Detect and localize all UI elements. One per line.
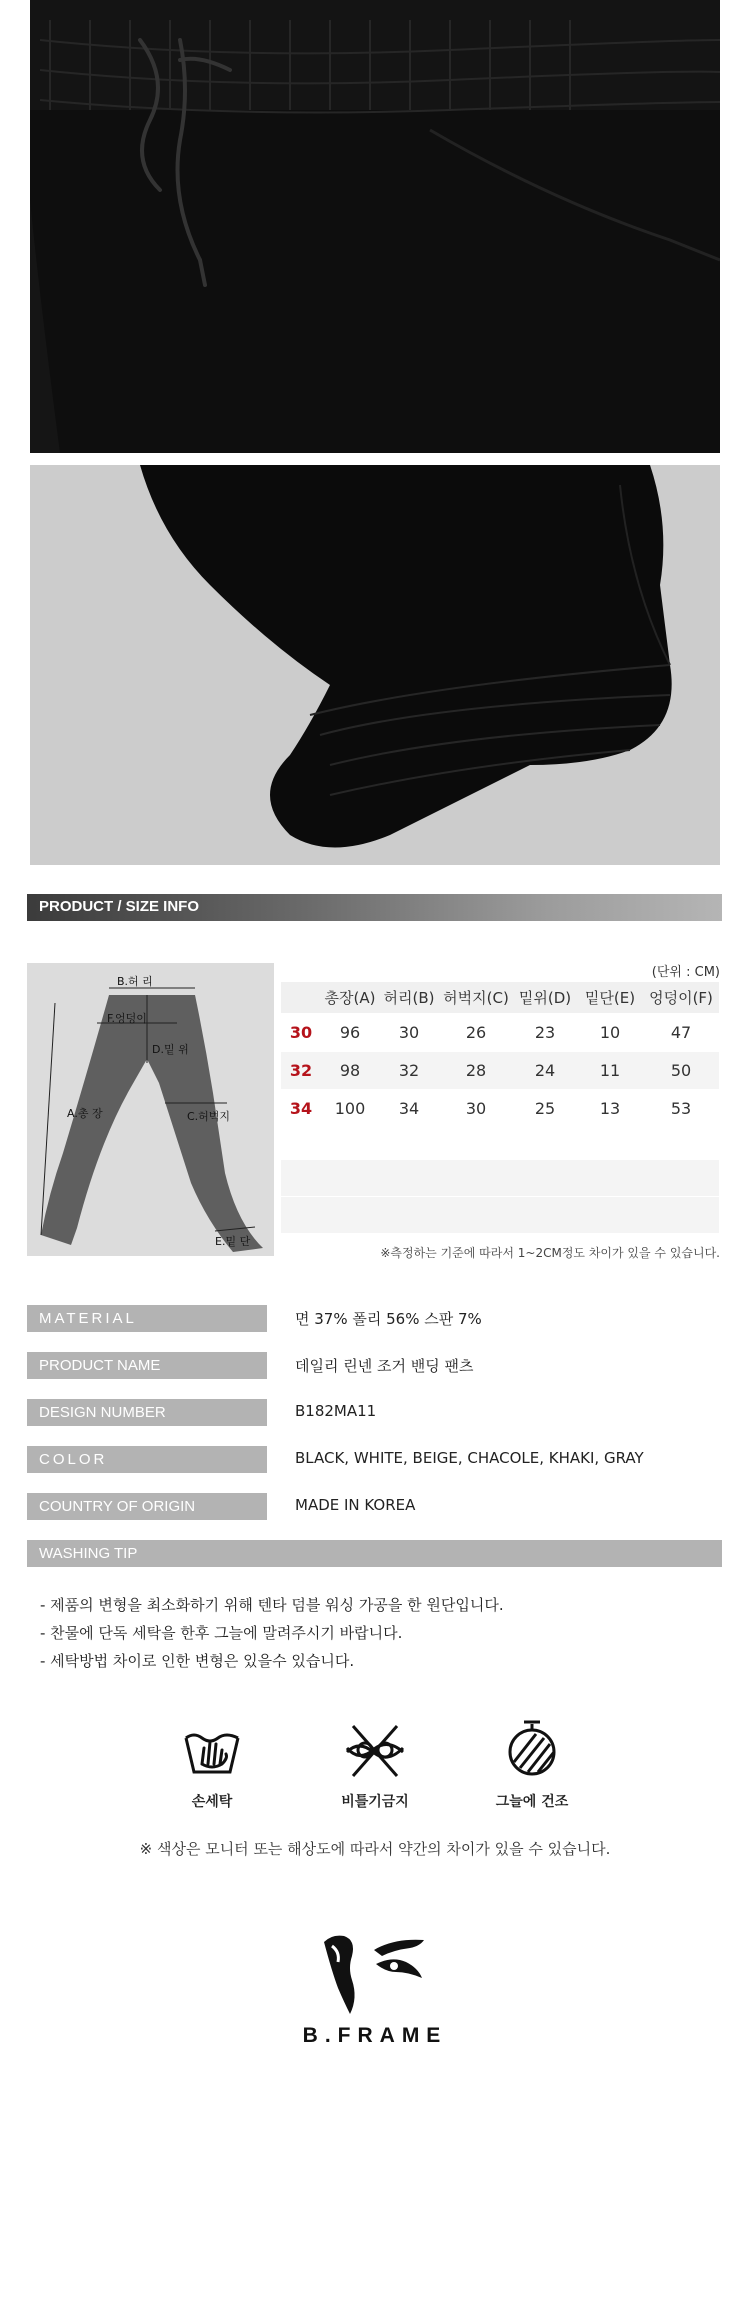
design-number-label	[27, 1399, 267, 1426]
measurement-note: ※측정하는 기준에 따라서 1~2CM정도 차이가 있을 수 있습니다.	[380, 1246, 720, 1260]
origin-label-text: COUNTRY OF ORIGIN	[39, 1498, 196, 1515]
header-cell: 허벅지(C)	[443, 989, 509, 1007]
header-cell	[281, 982, 321, 1013]
size-info-heading	[27, 894, 722, 921]
header-cell: 허리(B)	[383, 989, 435, 1007]
table-cell: 28	[465, 1061, 487, 1080]
table-row	[281, 1014, 719, 1051]
design-number-value: B182MA11	[295, 1402, 377, 1420]
material-value: 면 37% 폴리 56% 스판 7%	[295, 1310, 482, 1328]
product-photo-hem	[30, 465, 720, 865]
material-label-text: MATERIAL	[39, 1310, 137, 1327]
table-row	[281, 1090, 719, 1127]
table-cell: 30	[398, 1023, 420, 1042]
hand-wash-icon	[180, 1718, 244, 1782]
empty-table-row	[281, 1160, 719, 1196]
diagram-label-hem: E.밑 단	[215, 1235, 251, 1248]
shade-dry-label: 그늘에 건조	[495, 1794, 569, 1810]
table-cell: 50	[670, 1061, 692, 1080]
header-cell: 총장(A)	[324, 989, 376, 1007]
color-disclaimer: ※ 색상은 모니터 또는 해상도에 따라서 약간의 차이가 있을 수 있습니다.	[139, 1840, 611, 1858]
size-info-heading-text: PRODUCT / SIZE INFO	[39, 898, 200, 915]
table-cell: 25	[534, 1099, 556, 1118]
washing-line: - 세탁방법 차이로 인한 변형은 있을수 있습니다.	[40, 1652, 355, 1670]
table-cell: 100	[334, 1099, 366, 1118]
diagram-label-waist: B.허 리	[117, 975, 153, 988]
brand-logo-icon	[322, 1928, 430, 2018]
diagram-label-thigh: C.허벅지	[187, 1110, 231, 1123]
size-diagram	[27, 963, 274, 1256]
brand-name: B.FRAME	[302, 2024, 448, 2047]
unit-label: (단위 : CM)	[651, 965, 720, 980]
diagram-label-hip: F.엉덩이	[107, 1012, 147, 1025]
table-cell: 23	[534, 1023, 556, 1042]
table-cell: 11	[599, 1061, 621, 1080]
color-label	[27, 1446, 267, 1473]
table-cell: 53	[670, 1099, 692, 1118]
empty-table-row	[281, 1197, 719, 1233]
table-cell: 47	[670, 1023, 692, 1042]
color-label-text: COLOR	[39, 1451, 108, 1468]
pants-waist-image	[30, 0, 720, 453]
origin-label	[27, 1493, 267, 1520]
table-cell: 96	[339, 1023, 361, 1042]
origin-value: MADE IN KOREA	[295, 1496, 416, 1514]
no-wring-icon	[343, 1718, 407, 1782]
diagram-label-length: A.총 장	[67, 1107, 103, 1120]
color-value: BLACK, WHITE, BEIGE, CHACOLE, KHAKI, GRAY	[295, 1449, 644, 1467]
table-cell: 13	[599, 1099, 621, 1118]
design-number-label-text: DESIGN NUMBER	[39, 1404, 166, 1421]
header-cell: 엉덩이(F)	[649, 989, 713, 1007]
table-cell: 26	[465, 1023, 487, 1042]
size-cell: 34	[289, 1099, 313, 1118]
hand-wash-label: 손세탁	[191, 1794, 233, 1810]
table-cell: 10	[599, 1023, 621, 1042]
washing-line: - 제품의 변형을 최소화하기 위해 텐타 덤블 워싱 가공을 한 원단입니다.	[40, 1596, 504, 1614]
table-cell: 98	[339, 1061, 361, 1080]
table-row	[281, 1052, 719, 1089]
washing-tip-heading	[27, 1540, 722, 1567]
pants-diagram-image	[27, 963, 274, 1256]
table-cell: 30	[465, 1099, 487, 1118]
table-cell: 34	[398, 1099, 420, 1118]
product-name-label-text: PRODUCT NAME	[39, 1357, 161, 1374]
header-cell: 밑단(E)	[584, 989, 636, 1007]
header-cell: 밑위(D)	[518, 989, 572, 1007]
product-name-value: 데일리 린넨 조거 밴딩 팬츠	[295, 1357, 474, 1375]
table-cell: 32	[398, 1061, 420, 1080]
size-cell: 32	[289, 1061, 313, 1080]
size-cell: 30	[289, 1023, 313, 1042]
shade-dry-icon	[500, 1718, 564, 1782]
table-cell: 24	[534, 1061, 556, 1080]
product-name-label	[27, 1352, 267, 1379]
material-label	[27, 1305, 267, 1332]
product-photo-waist	[30, 0, 720, 453]
no-wring-label: 비틀기금지	[341, 1794, 409, 1810]
size-table-header	[281, 982, 719, 1013]
pants-hem-image	[30, 465, 720, 865]
washing-line: - 찬물에 단독 세탁을 한후 그늘에 말려주시기 바랍니다.	[40, 1624, 403, 1642]
diagram-label-rise: D.밑 위	[152, 1043, 189, 1056]
washing-tip-heading-text: WASHING TIP	[39, 1545, 138, 1562]
